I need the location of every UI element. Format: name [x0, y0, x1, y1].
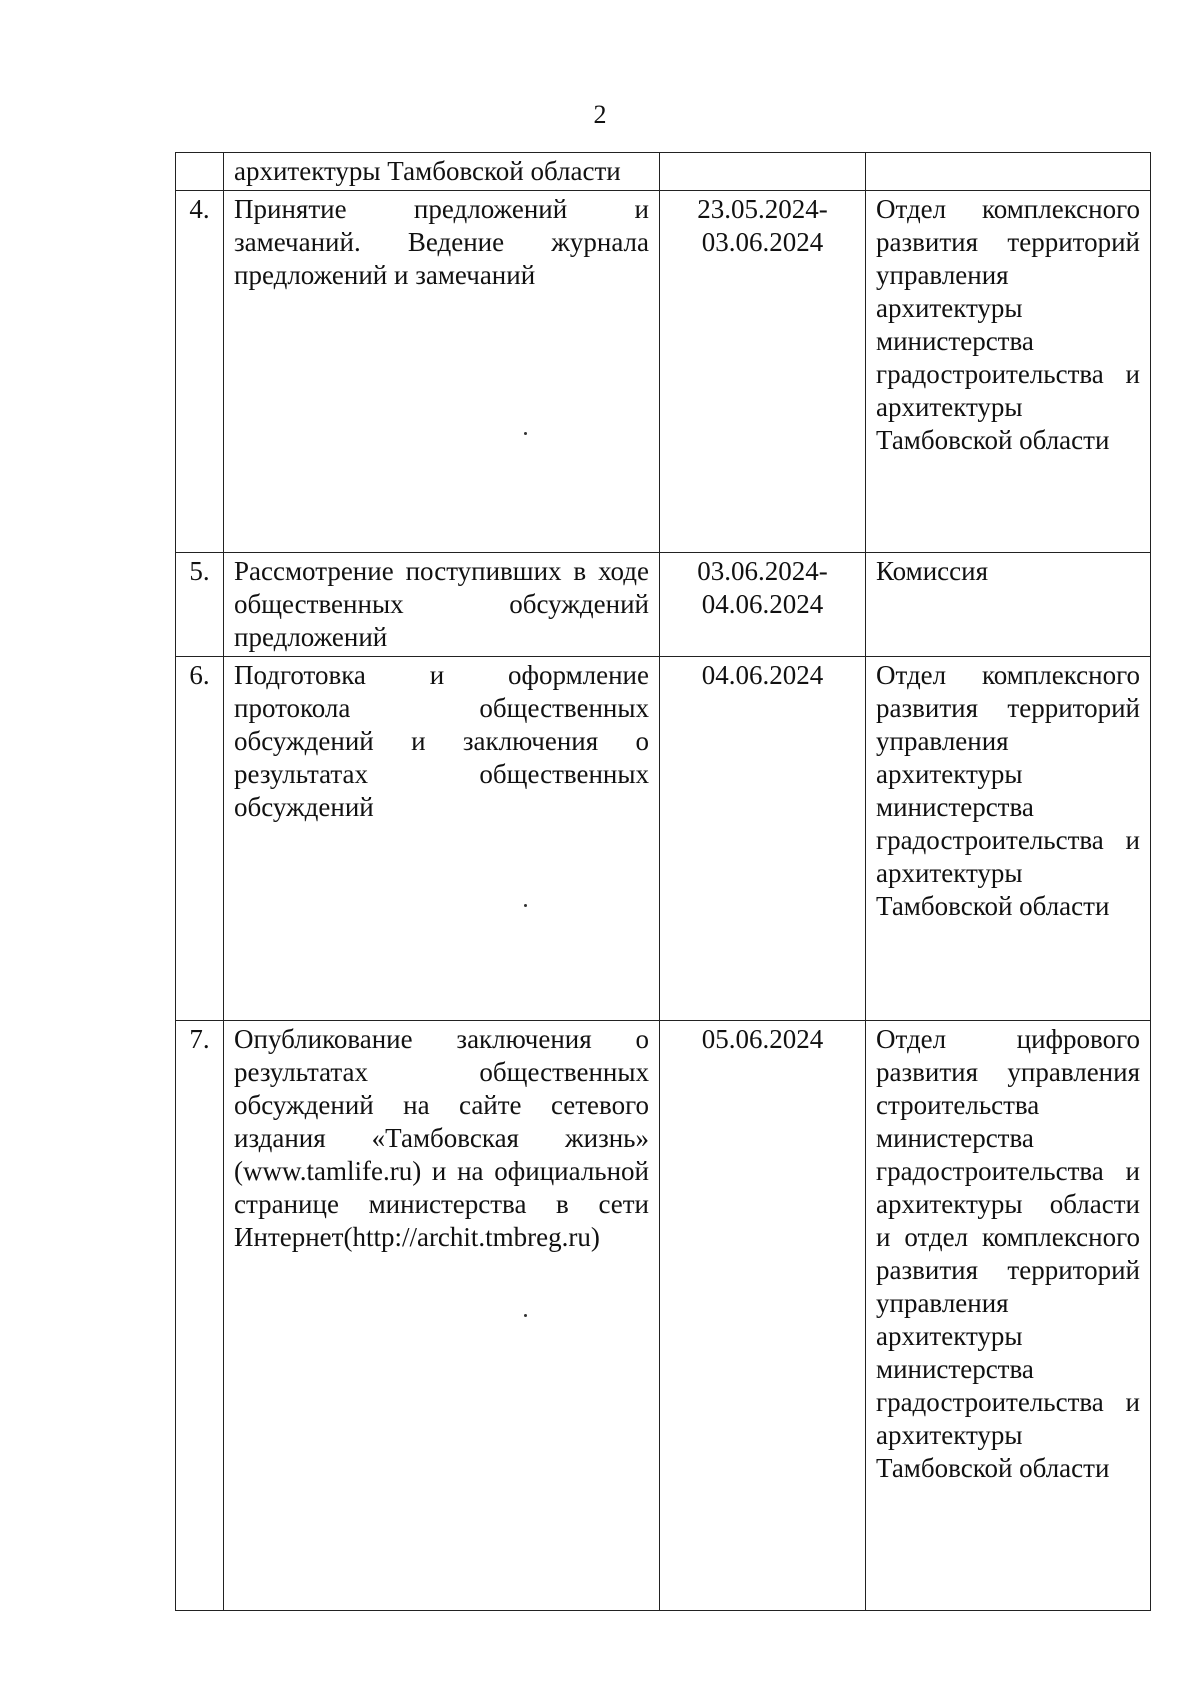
row-date	[660, 153, 866, 191]
row-date: 05.06.2024	[660, 1021, 866, 1611]
row-responsible: Комиссия	[866, 553, 1151, 657]
events-table	[175, 152, 1151, 1611]
row-date: 23.05.2024-03.06.2024	[660, 191, 866, 553]
scan-speck	[524, 1314, 527, 1317]
row-responsible: Отдел комплексного развития территорий управления архитектуры министерства градостроительства и архитектуры Тамбовской области	[866, 191, 1151, 553]
row-responsible: Отдел комплексного развития территорий управления архитектуры министерства градостроительства и архитектуры Тамбовской области	[866, 657, 1151, 1021]
row-responsible: Отдел цифрового развития управления строительства министерства градостроительства и архитектуры области и отдел комплексного развития территорий управления архитектуры министерства градостроительства и архитектуры Тамбовской области	[866, 1021, 1151, 1611]
row-date: 03.06.2024-04.06.2024	[660, 553, 866, 657]
row-description	[224, 657, 660, 1021]
row-description-text: Принятие предложений и замечаний. Ведение журнала предложений и замечаний	[234, 194, 649, 290]
scan-speck	[524, 432, 527, 435]
scan-speck	[524, 904, 527, 907]
table-row	[176, 1021, 1151, 1611]
row-responsible	[866, 153, 1151, 191]
row-number: 4.	[176, 191, 224, 553]
row-number: 5.	[176, 553, 224, 657]
table-row	[176, 657, 1151, 1021]
row-description-text: Опубликование заключения о результатах общественных обсуждений на сайте сетевого издания «Тамбовская жизнь» (www.tamlife.ru) и на официальной странице министерства в сети Интернет(http://archit.tmbreg.ru)	[234, 1024, 649, 1252]
row-description-text: Подготовка и оформление протокола общественных обсуждений и заключения о результатах общественных обсуждений	[234, 660, 649, 822]
row-number: 6.	[176, 657, 224, 1021]
row-date: 04.06.2024	[660, 657, 866, 1021]
page-number: 2	[593, 100, 607, 129]
table-row	[176, 553, 1151, 657]
table-row-continuation	[176, 153, 1151, 191]
row-number: 7.	[176, 1021, 224, 1611]
row-description: Рассмотрение поступивших в ходе общественных обсуждений предложений	[224, 553, 660, 657]
row-description: архитектуры Тамбовской области	[224, 153, 660, 191]
row-description	[224, 1021, 660, 1611]
table-row	[176, 191, 1151, 553]
row-description	[224, 191, 660, 553]
row-number	[176, 153, 224, 191]
